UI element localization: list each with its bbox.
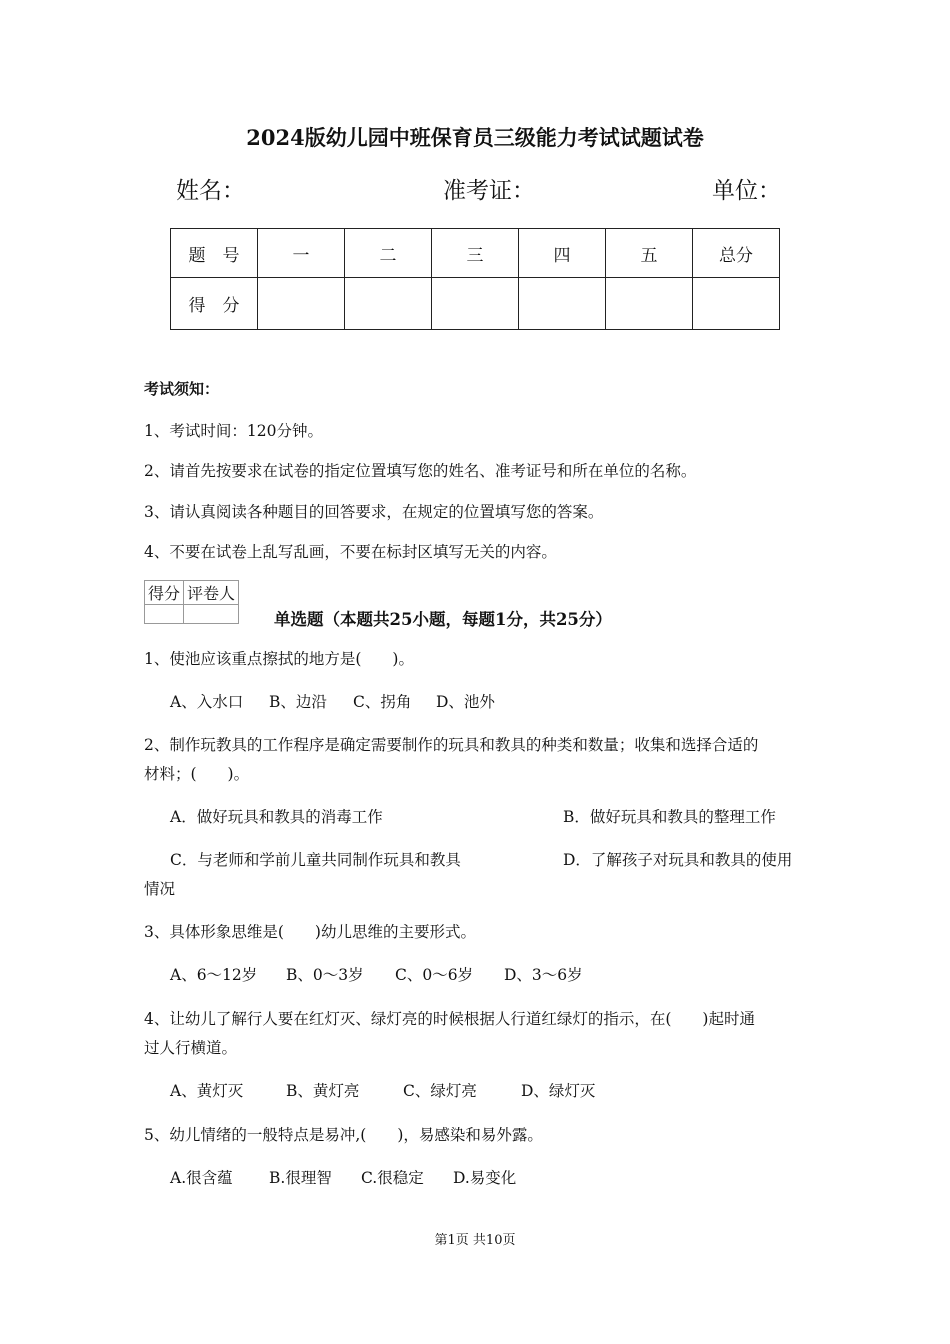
- score-cell: [345, 278, 432, 330]
- grader-name-cell: [184, 605, 239, 624]
- score-header-cell: 题 号: [171, 229, 258, 278]
- question-stem-cont: 过人行横道。: [144, 1039, 238, 1057]
- score-row-label: 得 分: [171, 278, 258, 330]
- option: B、0～3岁: [286, 966, 364, 984]
- option: D.易变化: [453, 1169, 517, 1187]
- grader-name-label: 评卷人: [184, 581, 239, 605]
- score-cell: [432, 278, 519, 330]
- option: A、入水口: [170, 693, 244, 711]
- grader-score-label: 得分: [145, 581, 184, 605]
- option: C．与老师和学前儿童共同制作玩具和教具: [170, 851, 461, 869]
- option: C、拐角: [353, 693, 412, 711]
- question-stem: 2、制作玩教具的工作程序是确定需要制作的玩具和教具的种类和数量；收集和选择合适的: [144, 736, 759, 754]
- notice-item: 1、考试时间：120分钟。: [144, 422, 323, 440]
- option: B.很理智: [269, 1169, 332, 1187]
- score-header-cell: 三: [432, 229, 519, 278]
- option: A．做好玩具和教具的消毒工作: [170, 808, 383, 826]
- score-header-cell: 五: [606, 229, 693, 278]
- question-stem: 5、幼儿情绪的一般特点是易冲,( )，易感染和易外露。: [144, 1126, 543, 1144]
- score-cell: [258, 278, 345, 330]
- option: C.很稳定: [361, 1169, 424, 1187]
- notice-item: 4、不要在试卷上乱写乱画，不要在标封区填写无关的内容。: [144, 543, 557, 561]
- score-cell: [693, 278, 780, 330]
- option: A、6～12岁: [170, 966, 258, 984]
- option: D、池外: [436, 693, 495, 711]
- score-header-cell: 四: [519, 229, 606, 278]
- option: D．了解孩子对玩具和教具的使用: [563, 851, 793, 869]
- page-number: 第1页 共10页: [434, 1233, 516, 1248]
- score-cell: [519, 278, 606, 330]
- option: B、边沿: [269, 693, 327, 711]
- page-title: 2024版幼儿园中班保育员三级能力考试试题试卷: [246, 125, 704, 150]
- notice-item: 2、请首先按要求在试卷的指定位置填写您的姓名、准考证号和所在单位的名称。: [144, 462, 697, 480]
- score-table-header-row: [171, 229, 780, 278]
- notice-heading: 考试须知：: [144, 380, 220, 398]
- option: A、黄灯灭: [170, 1082, 244, 1100]
- option: A.很含蕴: [170, 1169, 233, 1187]
- option: B、黄灯亮: [286, 1082, 360, 1100]
- question-stem-cont: 材料；( )。: [144, 765, 250, 783]
- unit-field-label: 单位：: [712, 178, 781, 204]
- grader-box: [144, 580, 239, 624]
- question-stem: 1、使池应该重点擦拭的地方是( )。: [144, 650, 414, 668]
- option: C、绿灯亮: [403, 1082, 477, 1100]
- grader-score-cell: [145, 605, 184, 624]
- question-stem: 3、具体形象思维是( )幼儿思维的主要形式。: [144, 923, 476, 941]
- option: D、绿灯灭: [521, 1082, 596, 1100]
- score-cell: [606, 278, 693, 330]
- score-table: [170, 228, 780, 330]
- section-title: 单选题（本题共25小题，每题1分，共25分）: [274, 610, 612, 629]
- score-header-cell: 一: [258, 229, 345, 278]
- score-table-score-row: [171, 278, 780, 330]
- exam-id-field-label: 准考证：: [443, 178, 535, 204]
- option: B．做好玩具和教具的整理工作: [563, 808, 776, 826]
- option: C、0～6岁: [395, 966, 474, 984]
- notice-item: 3、请认真阅读各种题目的回答要求，在规定的位置填写您的答案。: [144, 503, 604, 521]
- score-header-cell: 二: [345, 229, 432, 278]
- score-header-cell: 总分: [693, 229, 780, 278]
- option-wrap: 情况: [144, 880, 176, 898]
- question-stem: 4、让幼儿了解行人要在红灯灭、绿灯亮的时候根据人行道红绿灯的指示，在( )起时通: [144, 1010, 755, 1028]
- option: D、3～6岁: [504, 966, 583, 984]
- name-field-label: 姓名：: [176, 178, 245, 204]
